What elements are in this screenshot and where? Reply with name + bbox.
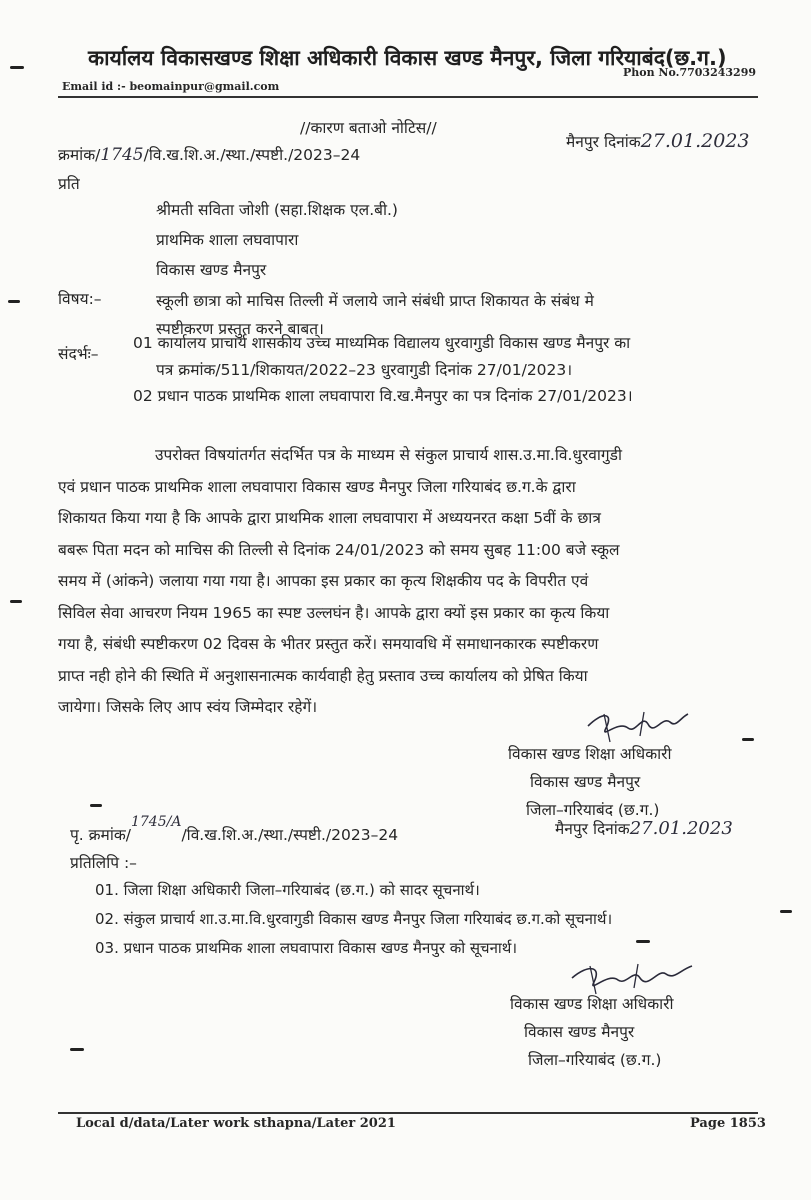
signature-block [508, 740, 672, 824]
body-line: बबरू पिता मदन को माचिस की तिल्ली से दिनांक 24/01/2023 को समय सुबह 11:00 बजे स्कूल [58, 540, 620, 559]
prati-label: प्रति [58, 175, 80, 193]
copy-date [555, 817, 733, 839]
signatory-designation: विकास खण्ड शिक्षा अधिकारी [510, 995, 674, 1013]
footer-path: Local d/data/Later work sthapna/Later 2021 [76, 1116, 396, 1131]
body-line: उपरोक्त विषयांतर्गत संदर्भित पत्र के माध्यम से संकुल प्राचार्य शास.उ.मा.वि.धुरवागुडी [155, 446, 622, 464]
footer-page-number: Page 1853 [690, 1116, 766, 1131]
notice-title: //कारण बताओ नोटिस// [300, 119, 437, 137]
signatory-office: विकास खण्ड मैनपुर [524, 1023, 635, 1041]
body-line: प्राप्त नही होने की स्थिति में अनुशासनात्मक कार्यवाही हेतु प्रस्ताव उच्च कार्यालय को प्रेषित किया [58, 666, 588, 685]
copy-list [95, 876, 612, 963]
body-line: एवं प्रधान पाठक प्राथमिक शाला लघवापारा विकास खण्ड मैनपुर जिला गरियाबंद छ.ग.के द्वारा [58, 477, 576, 496]
phone-number: Phon No.7703243299 [623, 66, 756, 79]
scan-mark [636, 940, 650, 943]
signatory-district: जिला–गरियाबंद (छ.ग.) [526, 801, 660, 819]
subject-label: विषय:– [58, 290, 102, 308]
reference-label: संदर्भः– [58, 345, 99, 363]
scan-mark [90, 804, 102, 807]
scan-mark [780, 910, 792, 913]
letter-date [566, 130, 750, 152]
body-line: समय में (आंकने) जलाया गया गया है। आपका इस प्रकार का कृत्य शिक्षकीय पद के विपरीत एवं [58, 572, 589, 590]
reference-text [133, 330, 633, 410]
office-title: कार्यालय विकासखण्ड शिक्षा अधिकारी विकास खण्ड मैनपुर, जिला गरियाबंद(छ.ग.) [88, 46, 727, 70]
addressee-school: प्राथमिक शाला लघवापारा [156, 231, 299, 249]
header-rule [58, 96, 758, 98]
body-line: जायेगा। जिसके लिए आप स्वंय जिम्मेदार रहेगें। [58, 698, 318, 716]
copy-letter-number [70, 814, 399, 845]
pratilipi-label: प्रतिलिपि :– [70, 854, 137, 872]
scan-mark [8, 300, 20, 303]
reference-line: 01 कार्यालय प्राचार्य शासकीय उच्च माध्यमिक विद्यालय धुरवागुडी विकास खण्ड मैनपुर का [133, 334, 631, 352]
body-line: शिकायत किया गया है कि आपके द्वारा प्राथमिक शाला लघवापारा में अध्ययनरत कक्षा 5वीं के छात्र [58, 509, 601, 527]
addressee-name: श्रीमती सविता जोशी (सहा.शिक्षक एल.बी.) [156, 201, 398, 219]
copy-date-label: मैनपुर दिनांक [555, 820, 630, 838]
scan-mark [10, 66, 24, 69]
subject-line: स्पष्टीकरण प्रस्तुत करने बाबत्। [156, 320, 324, 338]
email-id: Email id :- beomainpur@gmail.com [62, 80, 280, 93]
copy-number-suffix: /वि.ख.शि.अ./स्था./स्पष्टी./2023–24 [181, 826, 399, 844]
signatory-designation: विकास खण्ड शिक्षा अधिकारी [508, 745, 672, 763]
letter-number-label: क्रमांक/ [58, 146, 101, 164]
body-paragraph [58, 440, 754, 724]
copy-item: 03. प्रधान पाठक प्राथमिक शाला लघवापारा विकास खण्ड मैनपुर को सूचनार्थ। [95, 939, 518, 957]
signature-block-2 [510, 990, 674, 1074]
subject-line: स्कूली छात्रा को माचिस तिल्ली में जलाये जाने संबंधी प्राप्त शिकायत के संबंध मे [156, 292, 594, 310]
scan-mark [10, 600, 22, 603]
letter-date-label: मैनपुर दिनांक [566, 133, 641, 151]
signatory-district: जिला–गरियाबंद (छ.ग.) [528, 1051, 662, 1069]
copy-item: 02. संकुल प्राचार्य शा.उ.मा.वि.धुरवागुडी विकास खण्ड मैनपुर जिला गरियाबंद छ.ग.को सूचनार्थ। [95, 910, 613, 928]
footer-rule [58, 1112, 758, 1114]
addressee-block [156, 195, 398, 285]
copy-number-handwritten: 1745/A [130, 814, 182, 830]
copy-date-handwritten: 27.01.2023 [629, 818, 733, 839]
letter-date-handwritten: 27.01.2023 [640, 130, 750, 152]
addressee-block-name: विकास खण्ड मैनपुर [156, 261, 267, 279]
body-line: गया है, संबंधी स्पष्टीकरण 02 दिवस के भीतर प्रस्तुत करें। समयावधि में समाधानकारक स्पष्टीकरण [58, 635, 599, 653]
letter-number [58, 143, 360, 165]
scan-mark [70, 1048, 84, 1051]
signatory-office: विकास खण्ड मैनपुर [530, 773, 641, 791]
reference-line: 02 प्रधान पाठक प्राथमिक शाला लघवापारा वि.ख.मैनपुर का पत्र दिनांक 27/01/2023। [133, 387, 633, 405]
copy-item: 01. जिला शिक्षा अधिकारी जिला–गरियाबंद (छ.ग.) को सादर सूचनार्थ। [95, 881, 480, 899]
letter-number-handwritten: 1745 [100, 145, 144, 165]
body-line: सिविल सेवा आचरण नियम 1965 का स्पष्ट उल्लघंन है। आपके द्वारा क्यों इस प्रकार का कृत्य किया [58, 603, 610, 622]
copy-number-label: पृ. क्रमांक/ [70, 826, 131, 844]
reference-line: पत्र क्रमांक/511/शिकायत/2022–23 धुरवागुडी दिनांक 27/01/2023। [156, 360, 573, 379]
scan-mark [742, 738, 754, 741]
letter-number-suffix: /वि.ख.शि.अ./स्था./स्पष्टी./2023–24 [143, 146, 361, 164]
